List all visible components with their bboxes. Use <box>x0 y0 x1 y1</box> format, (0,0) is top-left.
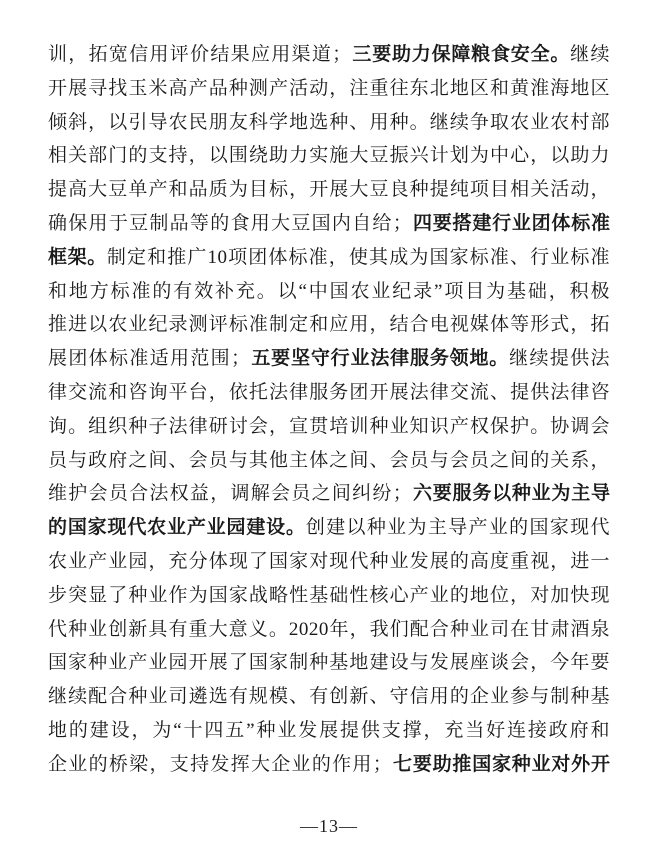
text-line <box>48 38 610 72</box>
text-line <box>48 308 610 342</box>
text-line <box>48 376 610 410</box>
body-text: 询。组织种子法律研讨会，宣贯培训种业知识产权保护。协调会 <box>48 415 610 437</box>
text-line <box>48 714 610 748</box>
body-text: 维护会员合法权益，调解会员之间纠纷； <box>48 483 413 505</box>
body-text: 训，拓宽信用评价结果应用渠道； <box>48 44 352 65</box>
text-line <box>48 613 610 647</box>
text-line <box>48 106 610 140</box>
text-line <box>48 545 610 579</box>
text-line <box>48 410 610 444</box>
emphasis-text: 六要服务以种业为主导 <box>412 483 610 505</box>
body-text: 相关部门的支持，以围绕助力实施大豆振兴计划为中心，以助力 <box>48 145 610 167</box>
body-text: 和地方标准的有效补充。以“中国农业纪录”项目为基础，积极 <box>48 280 610 302</box>
body-text: 倾斜，以引导农民朋友科学地选种、用种。继续争取农业农村部 <box>48 111 610 133</box>
body-text: 国家种业产业园开展了国家制种基地建设与发展座谈会，今年要 <box>48 652 610 674</box>
emphasis-text: 框架。 <box>48 246 107 268</box>
body-text: 提高大豆单产和品质为目标，开展大豆良种提纯项目相关活动， <box>48 179 610 201</box>
body-text: 农业产业园，充分体现了国家对现代种业发展的高度重视，进一 <box>48 550 610 572</box>
text-line <box>48 511 610 545</box>
text-line <box>48 241 610 275</box>
body-text: 开展寻找玉米高产品种测产活动，注重往东北地区和黄淮海地区 <box>48 77 610 99</box>
document-body <box>48 38 610 782</box>
text-line <box>48 444 610 478</box>
text-line <box>48 72 610 106</box>
text-line <box>48 173 610 207</box>
text-line <box>48 207 610 241</box>
body-text: 展团体标准适用范围； <box>48 348 251 370</box>
text-line <box>48 646 610 680</box>
body-text: 继续提供法 <box>509 348 610 370</box>
page-number: —13— <box>300 816 358 836</box>
body-text: 确保用于豆制品等的食用大豆国内自给； <box>48 212 413 234</box>
body-text: 地的建设，为“十四五”种业发展提供支撑，充当好连接政府和 <box>48 719 610 741</box>
body-text: 律交流和咨询平台，依托法律服务团开展法律交流、提供法律咨 <box>48 381 610 403</box>
body-text: 继续 <box>570 44 610 65</box>
body-text: 代种业创新具有重大意义。2020年，我们配合种业司在甘肃酒泉 <box>48 618 610 640</box>
body-text: 企业的桥梁，支持发挥大企业的作用； <box>48 753 393 775</box>
emphasis-text: 三要助力保障粮食安全。 <box>351 44 571 65</box>
text-line <box>48 139 610 173</box>
emphasis-text: 五要坚守行业法律服务领地。 <box>250 348 510 370</box>
text-line <box>48 342 610 376</box>
emphasis-text: 四要搭建行业团体标准 <box>412 212 610 234</box>
text-line <box>48 680 610 714</box>
body-text: 制定和推广10项团体标准，使其成为国家标准、行业标准 <box>106 246 610 268</box>
body-text: 推进以农业纪录测评标准制定和应用，结合电视媒体等形式，拓 <box>48 314 610 336</box>
body-text: 员与政府之间、会员与其他主体之间、会员与会员之间的关系， <box>48 449 610 471</box>
text-line <box>48 579 610 613</box>
body-text: 继续配合种业司遴选有规模、有创新、守信用的企业参与制种基 <box>48 686 610 708</box>
emphasis-text: 的国家现代农业产业园建设。 <box>48 517 306 539</box>
body-text: 步突显了种业作为国家战略性基础性核心产业的地位，对加快现 <box>48 584 610 606</box>
text-line <box>48 748 610 782</box>
text-line <box>48 275 610 309</box>
text-line <box>48 477 610 511</box>
emphasis-text: 七要助推国家种业对外开 <box>392 753 610 775</box>
body-text: 创建以种业为主导产业的国家现代 <box>305 517 610 539</box>
